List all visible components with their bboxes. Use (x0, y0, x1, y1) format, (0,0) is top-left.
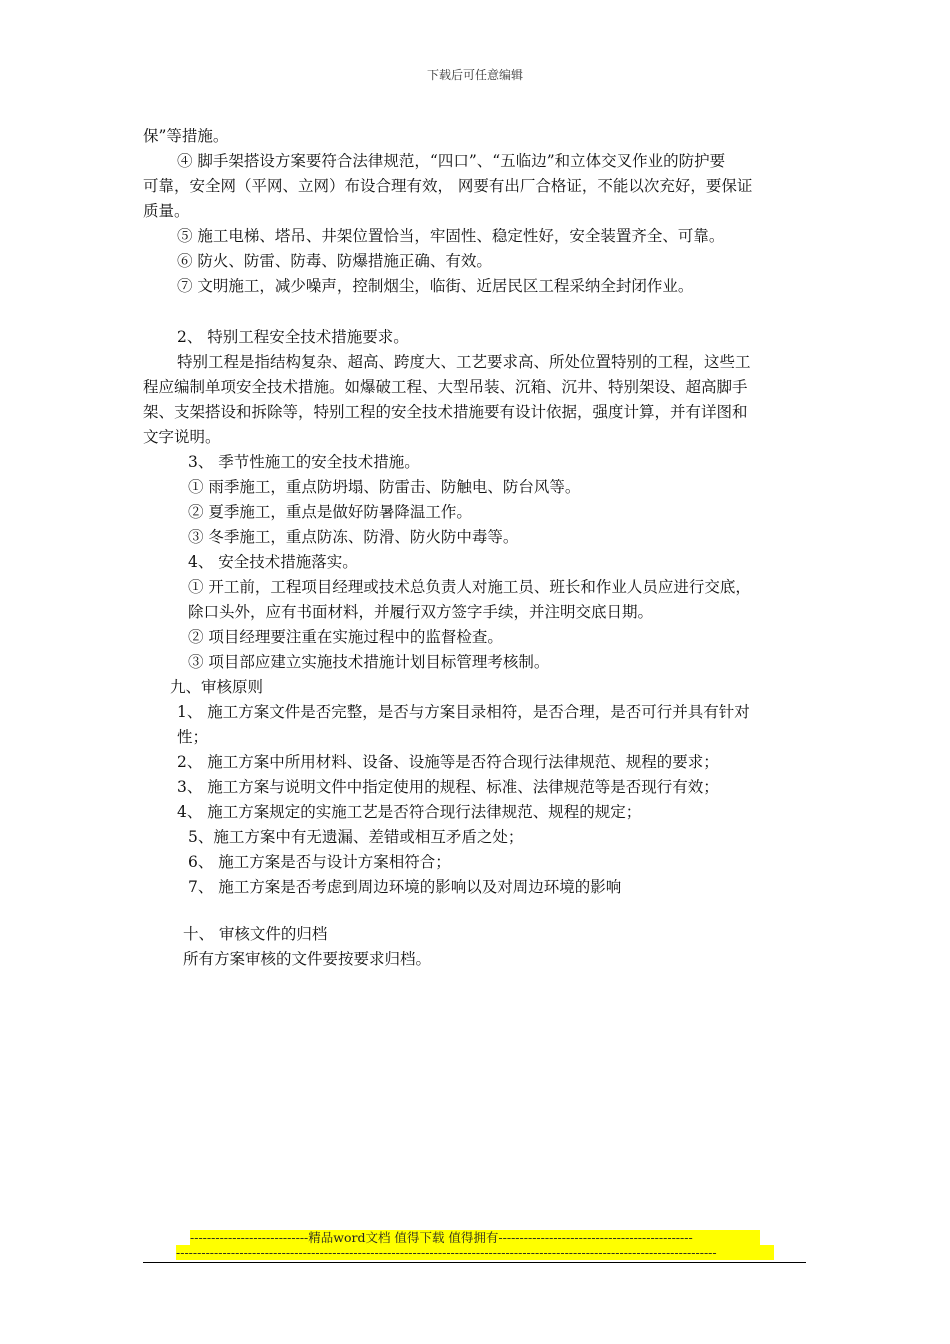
text-line: ⑦ 文明施工，减少噪声，控制烟尘，临街、近居民区工程采纳全封闭作业。 (177, 277, 694, 295)
section-heading: 九、审核原则 (170, 678, 264, 696)
text-line: ④ 脚手架搭设方案要符合法律规范，“四口”、“五临边”和立体交叉作业的防护要 (177, 152, 726, 170)
footer-banner: ----------------------------精品word文档 值得下载 值得拥有---------------------------------------------- (190, 1230, 760, 1245)
text-line: ⑥ 防火、防雷、防毒、防爆措施正确、有效。 (177, 252, 492, 270)
section-heading: 3、 季节性施工的安全技术措施。 (188, 453, 420, 471)
text-line: ② 夏季施工，重点是做好防暑降温工作。 (188, 503, 472, 521)
text-line: 程应编制单项安全技术措施。如爆破工程、大型吊装、沉箱、沉井、特别架设、超高脚手 (143, 378, 748, 396)
text-line: ③ 冬季施工，重点防冻、防滑、防火防中毒等。 (188, 528, 519, 546)
page-header: 下载后可任意编辑 (426, 68, 523, 82)
text-line: ③ 项目部应建立实施技术措施计划目标管理考核制。 (188, 653, 550, 671)
text-line: 特别工程是指结构复杂、超高、跨度大、工艺要求高、所处位置特别的工程，这些工 (177, 353, 751, 371)
text-line: 3、 施工方案与说明文件中指定使用的规程、标准、法律规范等是否现行有效； (177, 778, 719, 796)
text-line: 所有方案审核的文件要按要求归档。 (183, 950, 432, 968)
text-line: ① 雨季施工，重点防坍塌、防雷击、防触电、防台风等。 (188, 478, 581, 496)
section-heading: 2、 特别工程安全技术措施要求。 (177, 328, 409, 346)
text-line: ⑤ 施工电梯、塔吊、井架位置恰当，牢固性、稳定性好，安全装置齐全、可靠。 (177, 227, 725, 245)
text-line: 性； (177, 728, 209, 746)
text-line: ① 开工前，工程项目经理或技术总负责人对施工员、班长和作业人员应进行交底， (188, 578, 751, 596)
text-line: 保”等措施。 (143, 127, 229, 145)
footer-dashes: -------------------------------------------------------------------------------------------------------------------------------- (176, 1245, 774, 1260)
text-line: 可靠，安全网（平网、立网）布设合理有效， 网要有出厂合格证，不能以次充好，要保证 (143, 177, 753, 195)
text-line: 6、 施工方案是否与设计方案相符合； (188, 853, 451, 871)
text-line: 除口头外，应有书面材料，并履行双方签字手续，并注明交底日期。 (188, 603, 654, 621)
section-heading: 4、 安全技术措施落实。 (188, 553, 358, 571)
text-line: 质量。 (143, 202, 190, 220)
text-line: 4、 施工方案规定的实施工艺是否符合现行法律规范、规程的规定； (177, 803, 642, 821)
section-heading: 十、 审核文件的归档 (183, 925, 328, 943)
text-line: 5、施工方案中有无遗漏、差错或相互矛盾之处； (188, 828, 524, 846)
footer-rule (143, 1262, 806, 1263)
text-line: 文字说明。 (143, 428, 221, 446)
text-line: 7、 施工方案是否考虑到周边环境的影响以及对周边环境的影响 (188, 878, 622, 896)
text-line: 架、支架搭设和拆除等，特别工程的安全技术措施要有设计依据，强度计算，并有详图和 (143, 403, 748, 421)
text-line: 2、 施工方案中所用材料、设备、设施等是否符合现行法律规范、规程的要求； (177, 753, 719, 771)
text-line: ② 项目经理要注重在实施过程中的监督检查。 (188, 628, 503, 646)
text-line: 1、 施工方案文件是否完整，是否与方案目录相符，是否合理，是否可行并具有针对 (177, 703, 750, 721)
